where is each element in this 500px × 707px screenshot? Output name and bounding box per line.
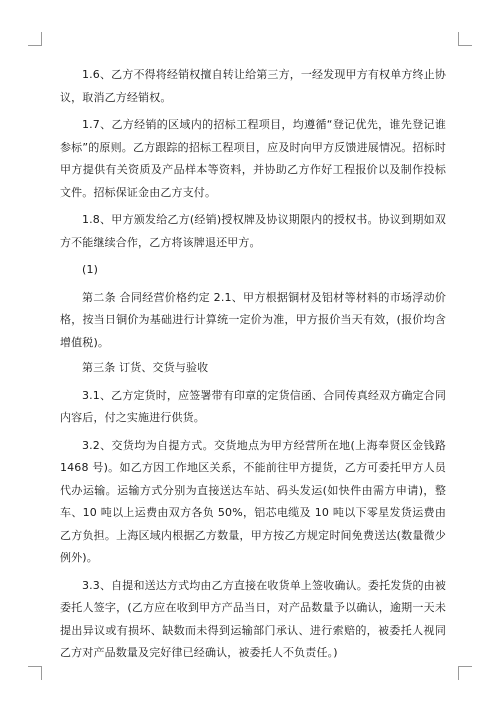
clause-3-2: 3.2、交货均为自提方式。交货地点为甲方经营所在地(上海奉贤区金钱路 1468 号)。如乙方因工作地区关系，不能前往甲方提货，乙方可委托甲方人员代办运输。运输方式分别为直接送达车站、码头发运(如快件由需方申请)，整车、10 吨以上运费由双方各负 50%，铝芯电缆及 10 吨以下零星发货运费由乙方负担。上海区域内根据乙方数量，甲方按乙方规定时间免费送达(数量微少例外)。 xyxy=(60,438,446,564)
article-2-pricing: 第二条 合同经营价格约定 2.1、甲方根据铜材及铝材等材料的市场浮动价格，按当日铜价为基础进行计算统一定价为准，甲方报价当天有效，(报价均含增值税)。 xyxy=(60,290,446,349)
clause-3-1: 3.1、乙方定货时，应签署带有印章的定货信函、合同传真经双方确定合同内容后，付之实施进行供货。 xyxy=(60,388,446,424)
clause-1-8: 1.8、甲方颁发给乙方(经销)授权牌及协议期限内的授权书。协议到期如双方不能继续合作，乙方将该牌退还甲方。 xyxy=(60,213,446,249)
article-3-heading: 第三条 订货、交货与验收 xyxy=(82,361,209,374)
item-marker: (1) xyxy=(82,263,99,276)
crop-mark-bottom-right xyxy=(458,666,472,680)
clause-1-6: 1.6、乙方不得将经销权擅自转让给第三方，一经发现甲方有权单方终止协议，取消乙方经销权。 xyxy=(60,68,446,104)
clause-1-7: 1.7、乙方经销的区域内的招标工程项目，均遵循“登记优先，谁先登记谁参标”的原则。乙方跟踪的招标工程项目，应及时向甲方反馈进展情况。招标时甲方提供有关资质及产品样本等资料，并协助乙方作好工程报价以及制作投标文件。招标保证金由乙方支付。 xyxy=(60,118,446,199)
clause-3-3: 3.3、自提和送达方式均由乙方直接在收货单上签收确认。委托发货的由被委托人签字，(乙方应在收到甲方产品当日，对产品数量予以确认，逾期一天未提出异议或有损坏、缺数而未得到运输部门承认、进行索赔的，被委托人视同乙方对产品数量及完好律已经确认，被委托人不负责任。) xyxy=(60,578,446,659)
crop-mark-bottom-left xyxy=(28,666,42,680)
crop-mark-top-right xyxy=(458,32,472,46)
crop-mark-top-left xyxy=(28,32,42,46)
document-body xyxy=(60,64,446,665)
